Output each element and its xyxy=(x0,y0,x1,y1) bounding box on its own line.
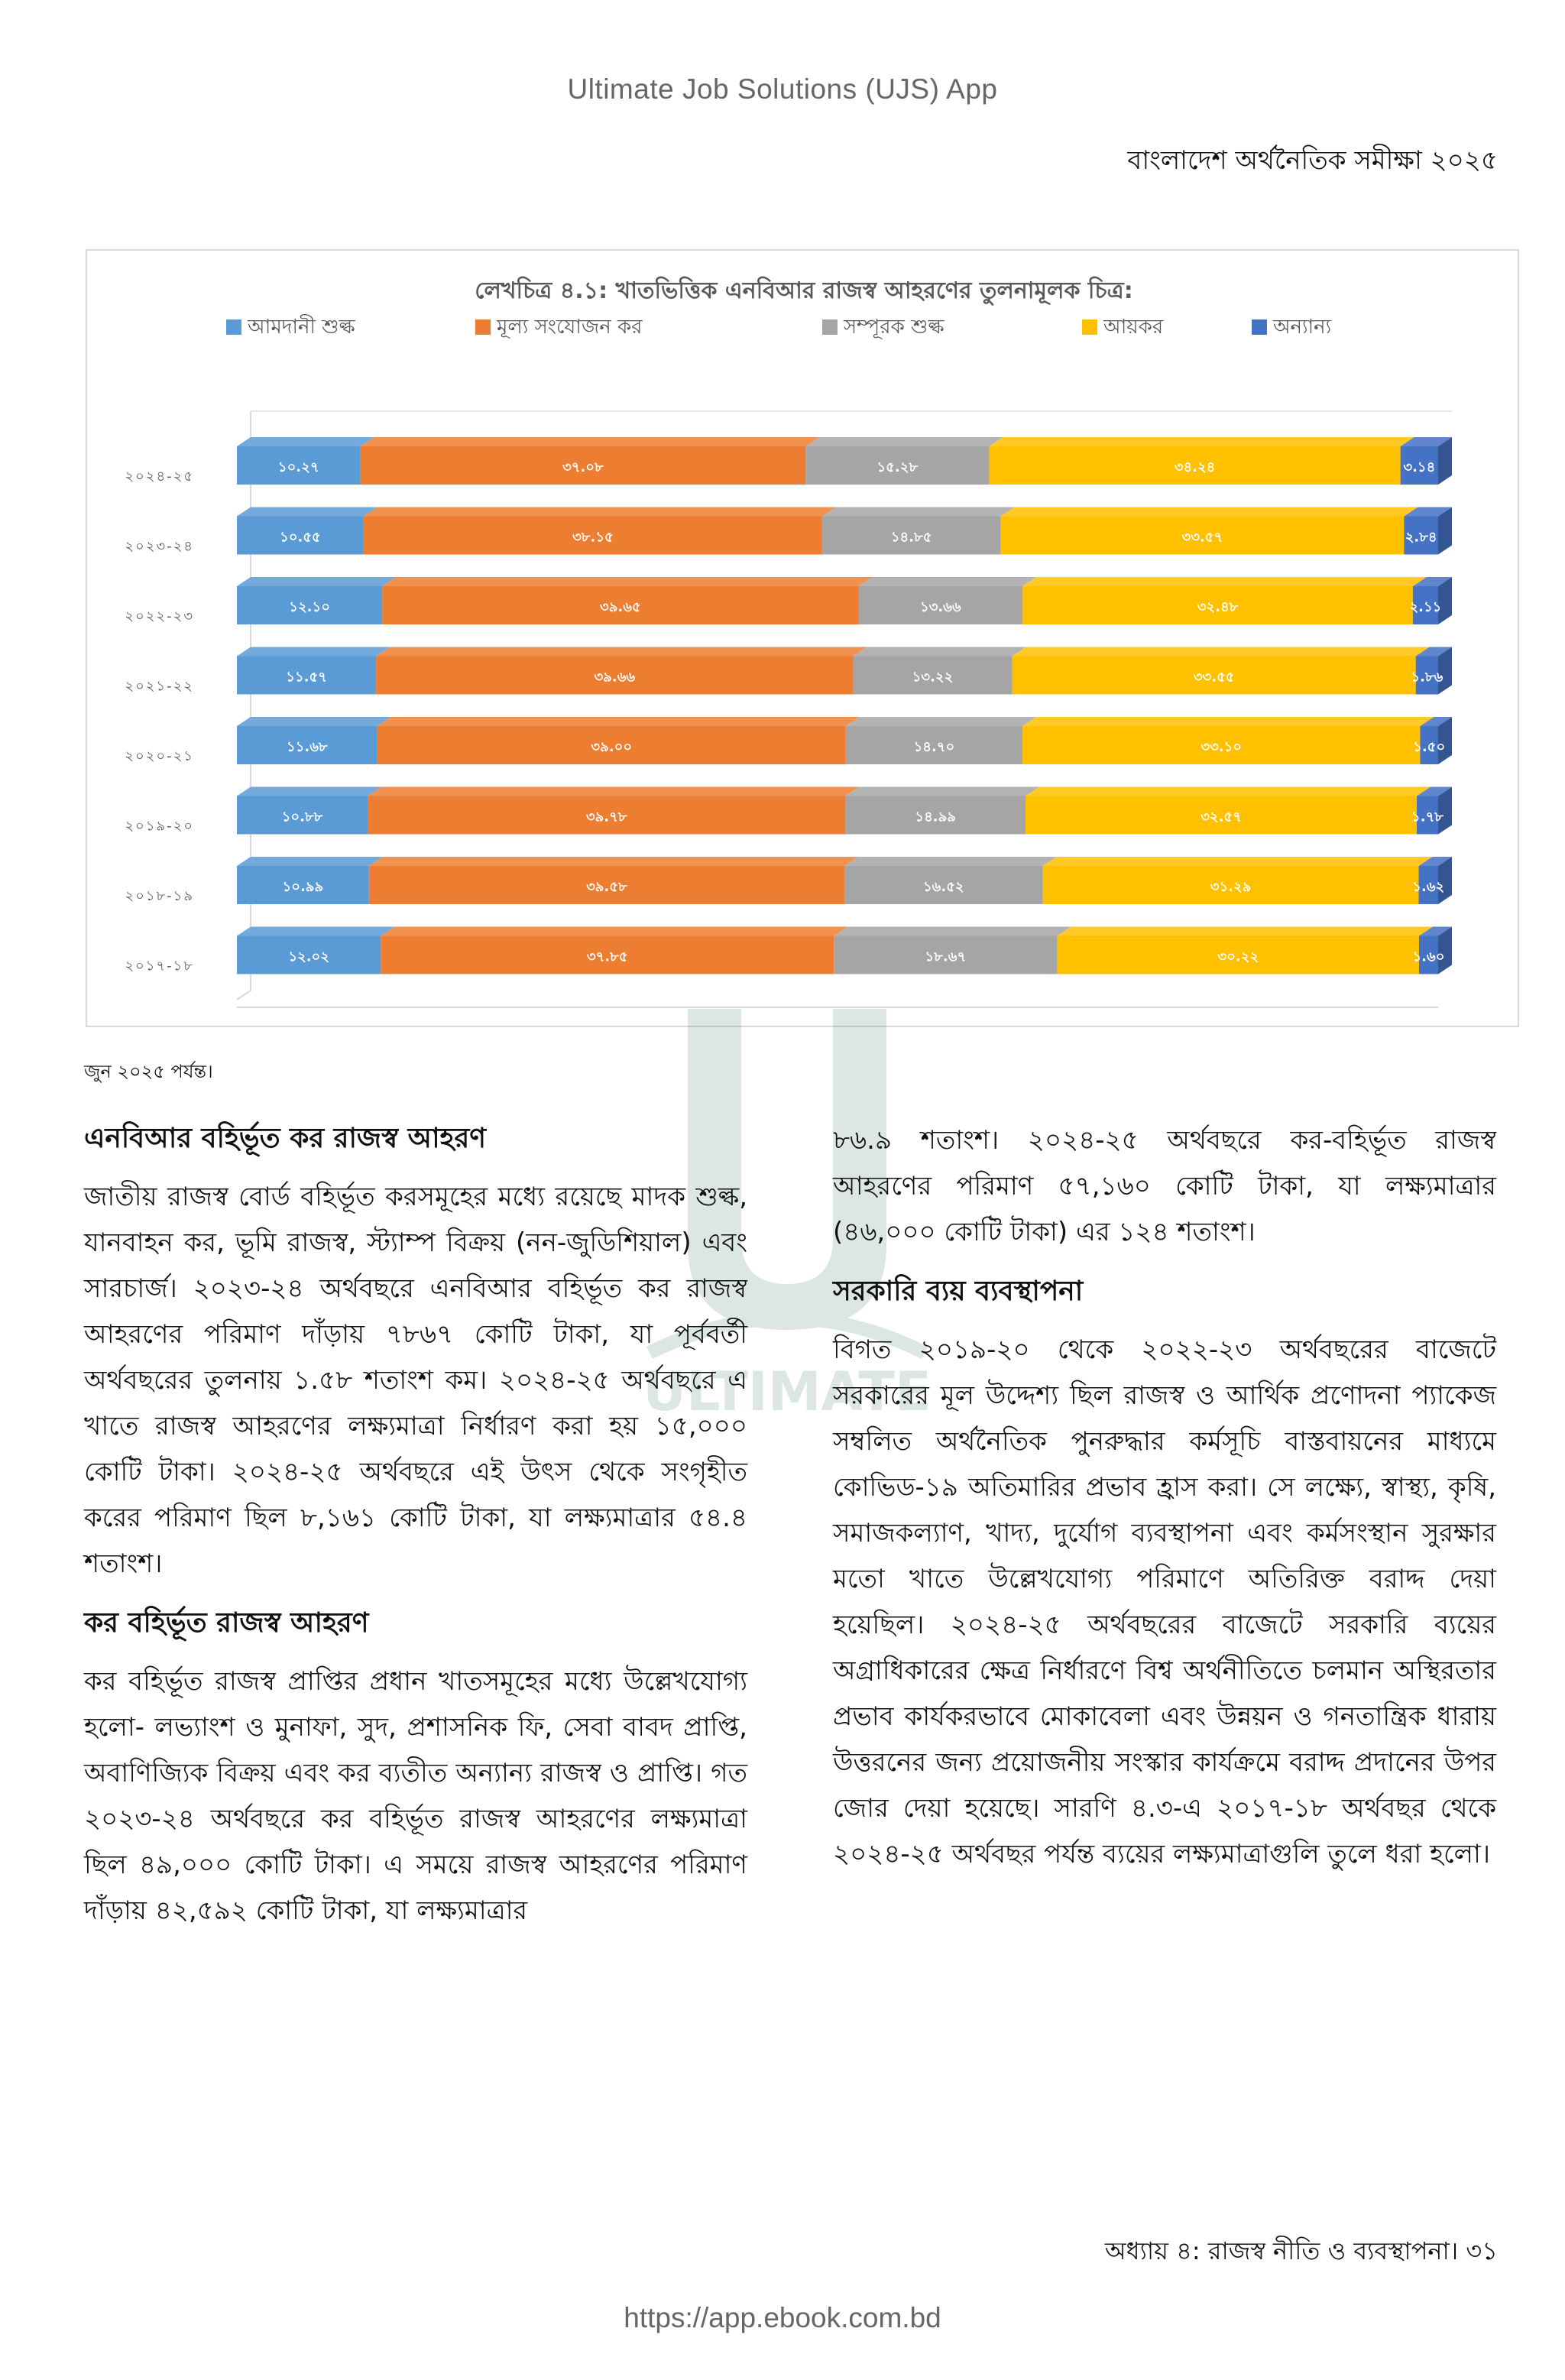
legend-swatch-5 xyxy=(1252,319,1267,335)
category-label-8: ২০১৭-১৮ xyxy=(125,958,194,974)
bar-top-6-2 xyxy=(368,787,859,796)
bar-top-5-4 xyxy=(1022,717,1434,726)
chart-bars xyxy=(237,437,1452,974)
bar-top-1-4 xyxy=(989,437,1414,446)
category-label-1: ২০২৪-২৫ xyxy=(125,469,194,485)
bar-top-3-2 xyxy=(382,577,872,586)
bar-top-1-2 xyxy=(360,437,819,446)
bar-top-8-3 xyxy=(834,927,1071,936)
bar-top-2-2 xyxy=(364,507,836,517)
bar-top-3-1 xyxy=(237,577,396,586)
legend-swatch-3 xyxy=(822,319,838,335)
bar-label-5-3: ১৪.৭০ xyxy=(913,739,955,755)
bar-top-7-4 xyxy=(1043,857,1433,866)
chart-title: লেখচিত্র ৪.১: খাতভিত্তিক এনবিআর রাজস্ব আহরণের তুলনামূলক চিত্র: xyxy=(475,277,1133,304)
category-label-2: ২০২৩-২৪ xyxy=(125,538,194,555)
bar-label-1-3: ১৫.২৮ xyxy=(876,459,919,475)
bar-label-7-1: ১০.৯৯ xyxy=(282,879,324,895)
category-label-4: ২০২১-২২ xyxy=(125,678,194,695)
legend-swatch-2 xyxy=(475,319,491,335)
bar-top-5-3 xyxy=(846,717,1036,726)
bar-label-6-2: ৩৯.৭৮ xyxy=(585,809,627,825)
right-column xyxy=(833,1117,1496,1888)
document-title: বাংলাদেশ অর্থনৈতিক সমীক্ষা ২০২৫ xyxy=(1127,145,1498,176)
section-heading-public-expenditure: সরকারি ব্যয় ব্যবস্থাপনা xyxy=(833,1276,1084,1307)
category-label-5: ২০২০-২১ xyxy=(125,748,194,764)
bar-top-6-1 xyxy=(237,787,381,796)
bar-top-4-4 xyxy=(1013,647,1430,657)
chart-legend xyxy=(226,314,1332,339)
bar-label-8-2: ৩৭.৮৫ xyxy=(586,948,628,965)
bar-top-5-2 xyxy=(377,717,860,726)
paragraph-non-tax-revenue: কর বহির্ভূত রাজস্ব প্রাপ্তির প্রধান খাতসমূহের মধ্যে উল্লেখযোগ্য হলো- লভ্যাংশ ও মুনাফা, সুদ, প্রশাসনিক ফি, সেবা বাবদ প্রাপ্তি, অবাণিজ্যিক বিক্রয় এবং কর ব্যতীত অন্যান্য রাজস্ব ও প্রাপ্তি। গত ২০২৩-২৪ অর্থবছরে কর বহির্ভূত রাজস্ব আহরণের লক্ষ্যমাত্রা ছিল ৪৯,০০০ কোটি টাকা। এ সময়ে রাজস্ব আহরণের পরিমাণ দাঁড়ায় ৪২,৫৯২ কোটি টাকা, যা লক্ষ্যমাত্রার xyxy=(84,1666,747,1926)
paragraph-non-tax-continued: ৮৬.৯ শতাংশ। ২০২৪-২৫ অর্থবছরে কর-বহির্ভূত রাজস্ব আহরণের পরিমাণ ৫৭,১৬০ কোটি টাকা, যা লক্ষ্যমাত্রার (৪৬,০০০ কোটি টাকা) এর ১২৪ শতাংশ। xyxy=(833,1125,1496,1247)
bar-top-5-1 xyxy=(237,717,391,726)
bar-label-1-5: ৩.১৪ xyxy=(1403,459,1436,475)
bar-label-3-1: ১২.১০ xyxy=(289,599,330,615)
bar-label-7-2: ৩৯.৫৮ xyxy=(586,879,627,895)
bar-label-5-2: ৩৯.০০ xyxy=(591,739,633,755)
bar-label-2-3: ১৪.৮৫ xyxy=(890,529,932,546)
bar-top-8-4 xyxy=(1058,927,1433,936)
bar-top-3-4 xyxy=(1022,577,1427,586)
category-label-7: ২০১৮-১৯ xyxy=(125,888,194,904)
watermark-brand: ULTIMATE xyxy=(643,1360,932,1422)
paragraph-nbr-external-tax: জাতীয় রাজস্ব বোর্ড বহির্ভূত করসমূহের মধ্যে রয়েছে মাদক শুল্ক, যানবাহন কর, ভূমি রাজস্ব, স্ট্যাম্প বিক্রয় (নন-জুডিশিয়াল) এবং সারচার্জ। ২০২৩-২৪ অর্থবছরে এনবিআর বহির্ভূত কর রাজস্ব আহরণের পরিমাণ দাঁড়ায় ৭৮৬৭ কোটি টাকা, যা পূর্ববর্তী অর্থবছরের তুলনায় ১.৫৮ শতাংশ কম। ২০২৪-২৫ অর্থবছরে এ খাতে রাজস্ব আহরণের লক্ষ্যমাত্রা নির্ধারণ করা হয় ১৫,০০০ কোটি টাকা। ২০২৪-২৫ অর্থবছরে এই উৎস থেকে সংগৃহীত করের পরিমাণ ছিল ৮,১৬১ কোটি টাকা, যা লক্ষ্যমাত্রার ৫৪.৪ শতাংশ। xyxy=(84,1182,747,1579)
bar-label-3-5: ২.১১ xyxy=(1409,599,1442,615)
bar-label-8-3: ১৮.৬৭ xyxy=(925,948,967,965)
chart-depth-walls xyxy=(237,411,1452,1007)
bar-label-4-1: ১১.৫৭ xyxy=(286,669,327,686)
chart-category-labels xyxy=(125,469,194,974)
paragraph-public-expenditure: বিগত ২০১৯-২০ থেকে ২০২২-২৩ অর্থবছরের বাজেটে সরকারের মূল উদ্দেশ্য ছিল রাজস্ব ও আর্থিক প্রণোদনা প্যাকেজ সম্বলিত অর্থনৈতিক পুনরুদ্ধার কর্মসূচি বাস্তবায়নের মাধ্যমে কোভিড-১৯ অতিমারির প্রভাব হ্রাস করা। সে লক্ষ্যে, স্বাস্থ্য, কৃষি, সমাজকল্যাণ, খাদ্য, দুর্যোগ ব্যবস্থাপনা এবং কর্মসংস্থান সুরক্ষার মতো খাতে উল্লেখযোগ্য পরিমাণে অতিরিক্ত বরাদ্দ দেয়া হয়েছিল। ২০২৪-২৫ অর্থবছরের বাজেটে সরকারি ব্যয়ের অগ্রাধিকারের ক্ষেত্র নির্ধারণে বিশ্ব অর্থনীতিতে চলমান অস্থিরতার প্রভাব কার্যকরভাবে মোকাবেলা এবং উন্নয়ন ও গনতান্ত্রিক ধারায় উত্তরনের জন্য প্রয়োজনীয় সংস্কার কার্যক্রমে বরাদ্দ প্রদানের উপর জোর দেয়া হয়েছে। সারণি ৪.৩-এ ২০১৭-১৮ অর্থবছর থেকে ২০২৪-২৫ অর্থবছর পর্যন্ত ব্যয়ের লক্ষ্যমাত্রাগুলি তুলে ধরা হলো। xyxy=(833,1334,1496,1869)
stacked-bar-chart xyxy=(87,251,1521,1029)
bar-label-8-5: ১.৬০ xyxy=(1412,948,1445,965)
bar-top-2-3 xyxy=(822,507,1015,517)
legend-swatch-1 xyxy=(226,319,241,335)
bar-top-7-2 xyxy=(369,857,858,866)
bar-top-6-3 xyxy=(845,787,1039,796)
bar-top-1-1 xyxy=(237,437,374,446)
legend-swatch-4 xyxy=(1082,319,1097,335)
bar-label-2-4: ৩৩.৫৭ xyxy=(1181,529,1223,546)
section-heading-nbr-external-tax: এনবিআর বহির্ভূত কর রাজস্ব আহরণ xyxy=(84,1123,487,1154)
bar-label-1-4: ৩৪.২৪ xyxy=(1174,459,1216,475)
bar-label-7-5: ১.৬২ xyxy=(1412,879,1445,895)
legend-label-5: অন্যান্য xyxy=(1273,316,1332,339)
bar-label-8-4: ৩০.২২ xyxy=(1217,948,1259,965)
category-label-6: ২০১৯-২০ xyxy=(125,818,194,835)
bar-top-6-4 xyxy=(1026,787,1431,796)
bar-label-6-4: ৩২.৫৭ xyxy=(1200,809,1242,825)
bar-top-7-3 xyxy=(844,857,1057,866)
chart-footnote: জুন ২০২৫ পর্যন্ত। xyxy=(84,1061,213,1082)
legend-label-3: সম্পূরক শুল্ক xyxy=(844,316,945,339)
bar-label-3-4: ৩২.৪৮ xyxy=(1197,599,1239,615)
bar-top-7-1 xyxy=(237,857,383,866)
app-footer-url: https://app.ebook.com.bd xyxy=(624,2302,941,2333)
bar-label-5-4: ৩৩.১০ xyxy=(1200,739,1243,755)
app-header: Ultimate Job Solutions (UJS) App xyxy=(567,73,998,105)
bar-label-7-3: ১৬.৫২ xyxy=(923,879,964,895)
bar-label-3-2: ৩৯.৬৫ xyxy=(600,599,641,615)
bar-top-4-3 xyxy=(853,647,1026,657)
bar-label-2-5: ২.৮৪ xyxy=(1405,529,1437,546)
bar-top-3-3 xyxy=(859,577,1037,586)
bar-top-8-1 xyxy=(237,927,394,936)
bar-label-6-3: ১৪.৯৯ xyxy=(915,809,956,825)
legend-label-4: আয়কর xyxy=(1103,316,1164,339)
section-heading-non-tax-revenue: কর বহির্ভূত রাজস্ব আহরণ xyxy=(84,1607,369,1639)
bar-top-2-4 xyxy=(1000,507,1418,517)
bar-top-2-1 xyxy=(237,507,377,517)
bar-label-1-2: ৩৭.০৮ xyxy=(562,459,604,475)
page-footer: অধ্যায় ৪: রাজস্ব নীতি ও ব্যবস্থাপনা। ৩১ xyxy=(1104,2236,1498,2265)
bar-top-4-1 xyxy=(237,647,390,657)
bar-label-2-2: ৩৮.১৫ xyxy=(572,529,614,546)
bar-label-5-1: ১১.৬৮ xyxy=(287,739,328,755)
bar-label-7-4: ৩১.২৯ xyxy=(1210,879,1252,895)
bar-top-8-2 xyxy=(381,927,847,936)
bar-top-4-2 xyxy=(376,647,867,657)
bar-label-2-1: ১০.৫৫ xyxy=(280,529,321,546)
chart-container xyxy=(86,249,1519,1027)
category-label-3: ২০২২-২৩ xyxy=(125,608,194,624)
bar-label-6-1: ১০.৮৮ xyxy=(281,809,323,825)
bar-label-3-3: ১৩.৬৬ xyxy=(920,599,961,615)
bar-label-5-5: ১.৫০ xyxy=(1413,739,1446,755)
bar-label-4-5: ১.৮৬ xyxy=(1411,669,1443,686)
bar-top-1-3 xyxy=(805,437,1003,446)
legend-label-1: আমদানী শুল্ক xyxy=(248,316,355,339)
left-column xyxy=(84,1117,747,1944)
bar-label-6-5: ১.৭৮ xyxy=(1411,809,1443,825)
bar-label-4-2: ৩৯.৬৬ xyxy=(594,669,636,686)
bar-label-8-1: ১২.০২ xyxy=(288,948,329,965)
legend-label-2: মূল্য সংযোজন কর xyxy=(497,316,643,339)
bar-label-1-1: ১০.২৭ xyxy=(277,459,319,475)
bar-label-4-4: ৩৩.৫৫ xyxy=(1193,669,1235,686)
bar-label-4-3: ১৩.২২ xyxy=(912,669,954,686)
